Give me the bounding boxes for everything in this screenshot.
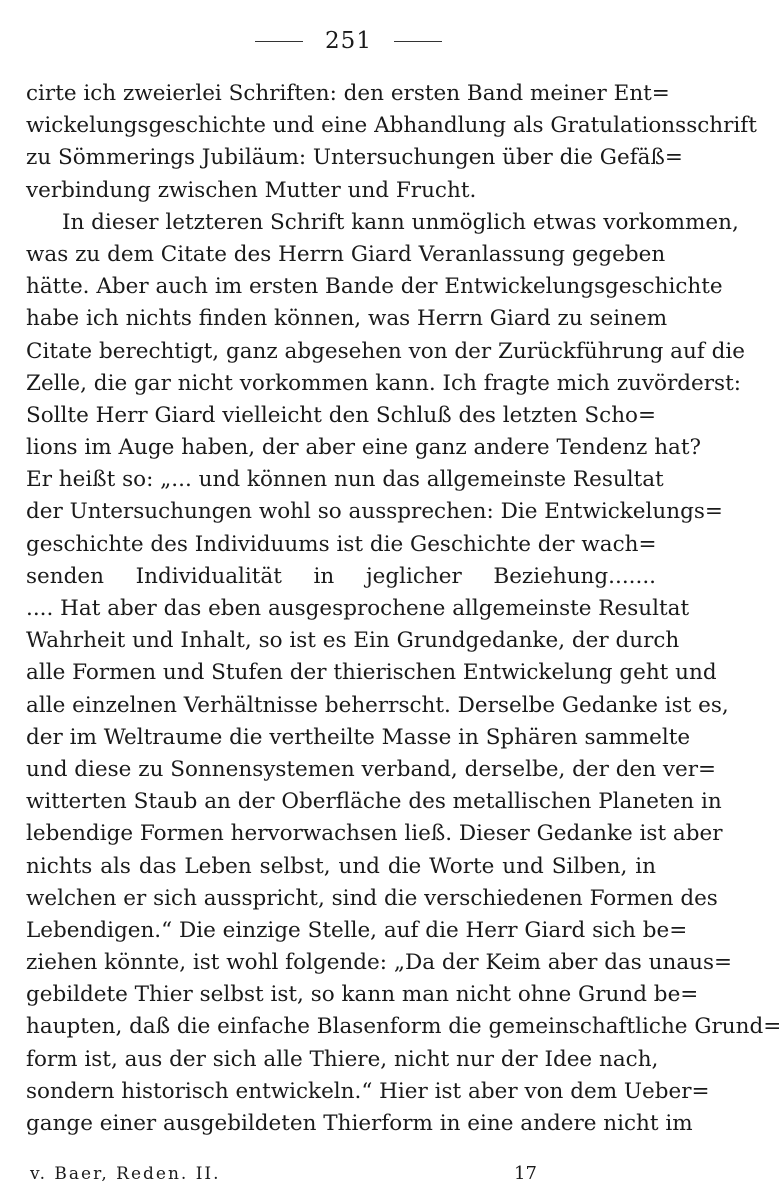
text-line: gange einer ausgebildeten Thierform in eine andere nicht im [26,1111,693,1136]
page-footer [30,1160,630,1188]
text-line: was zu dem Citate des Herrn Giard Veranlassung gegeben [26,241,666,267]
sheet-number: 17 [514,1163,537,1184]
text-line: der Untersuchungen wohl so aussprechen: Die Entwickelungs= [26,499,723,525]
text-line: senden Individualität in jeglicher Beziehung....... [26,563,656,589]
text-line: alle einzelnen Verhältnisse beherrscht. Derselbe Gedanke ist es, [26,692,729,718]
text-line: Lebendigen.“ Die einzige Stelle, auf die Herr Giard sich be= [26,917,688,943]
header-rule-left [255,41,303,42]
text-line: Citate berechtigt, ganz abgesehen von der Zurückführung auf die [26,338,746,364]
text-line: Zelle, die gar nicht vorkommen kann. Ich fragte mich zuvörderst: [26,370,741,396]
text-line: haupten, daß die einfache Blasenform die gemeinschaftliche Grund= [26,1014,781,1040]
page-number: 251 [325,28,372,54]
text-line: hätte. Aber auch im ersten Bande der Entwickelungsgeschichte [26,274,723,300]
text-line: Wahrheit und Inhalt, so ist es Ein Grundgedanke, der durch [26,628,680,654]
text-line: wickelungsgeschichte und eine Abhandlung als Gratulationsschrift [26,113,757,139]
text-line: verbindung zwischen Mutter und Frucht. [26,177,477,203]
page-header [0,24,697,58]
text-line: .... Hat aber das eben ausgesprochene allgemeinste Resultat [26,596,690,621]
header-rule-right [394,41,442,42]
text-line: form ist, aus der sich alle Thiere, nicht nur der Idee nach, [26,1046,659,1072]
text-line: lebendige Formen hervorwachsen ließ. Dieser Gedanke ist aber [26,821,723,847]
text-line: und diese zu Sonnensystemen verband, derselbe, der den ver= [26,756,717,782]
text-line: welchen er sich ausspricht, sind die verschiedenen Formen des [26,885,718,911]
text-line: geschichte des Individuums ist die Geschichte der wach= [26,531,657,557]
text-line: Er heißt so: „... und können nun das allgemeinste Resultat [26,467,664,493]
printer-signature: v. Baer, Reden. II. [30,1164,221,1184]
text-line: habe ich nichts finden können, was Herrn Giard zu seinem [26,306,668,332]
text-line: ziehen könnte, ist wohl folgende: „Da der Keim aber das unaus= [26,950,733,976]
text-line: cirte ich zweierlei Schriften: den ersten Band meiner Ent= [26,81,670,106]
text-line: zu Sömmerings Jubiläum: Untersuchungen über die Gefäß= [26,145,683,171]
text-line: der im Weltraume die vertheilte Masse in Sphären sammelte [26,724,691,750]
text-line: gebildete Thier selbst ist, so kann man nicht ohne Grund be= [26,982,699,1008]
text-line: nichts als das Leben selbst, und die Worte und Silben, in [26,853,656,879]
text-line: witterten Staub an der Oberfläche des metallischen Planeten in [26,789,722,815]
body-text [26,78,781,1140]
text-line: alle Formen und Stufen der thierischen Entwickelung geht und [26,660,717,686]
text-line: lions im Auge haben, der aber eine ganz andere Tendenz hat? [26,435,702,461]
text-line: sondern historisch entwickeln.“ Hier ist aber von dem Ueber= [26,1078,710,1104]
text-line: In dieser letzteren Schrift kann unmöglich etwas vorkommen, [62,209,739,235]
text-line: Sollte Herr Giard vielleicht den Schluß des letzten Scho= [26,402,656,428]
